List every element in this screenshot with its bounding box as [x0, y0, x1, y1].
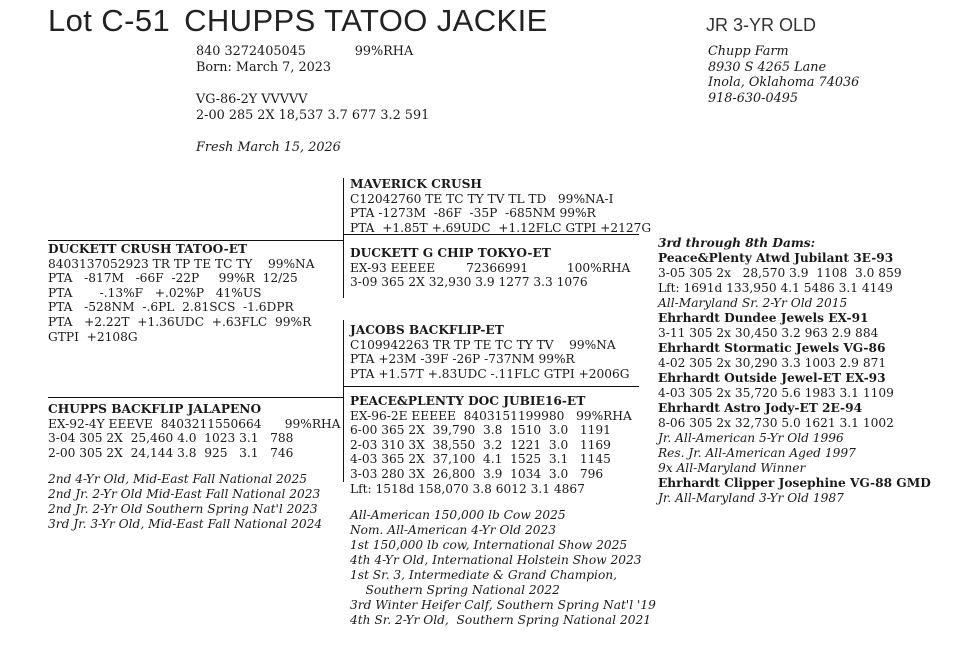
mgs-line: PTA +23M -39F -26P -737NM 99%R [350, 352, 575, 367]
sire-block [48, 242, 315, 344]
farm-address [708, 44, 859, 106]
dam-entry-name: Peace&Plenty Atwd Jubilant 3E-93 [658, 251, 894, 265]
pgd-line: 3-09 365 2X 32,930 3.9 1277 3.3 1076 [350, 275, 588, 290]
dam-entry-name: Ehrhardt Stormatic Jewels VG-86 [658, 341, 886, 355]
dam-entry-name: Ehrhardt Clipper Josephine VG-88 GMD [658, 476, 931, 490]
award-line: 3rd Winter Heifer Calf, Southern Spring Nat'l '19 [350, 598, 656, 612]
mgd-line: 2-03 310 3X 38,550 3.2 1221 3.0 1169 [350, 437, 611, 452]
farm-city: Inola, Oklahoma 74036 [708, 75, 860, 90]
award-line: 1st Sr. 3, Intermediate & Grand Champion, [350, 568, 618, 582]
paternal-grandsire-block [350, 177, 651, 235]
dam-block [48, 402, 340, 460]
mgd-underline [343, 386, 639, 387]
sire-line: 8403137052923 TR TP TE TC TY 99%NA [48, 256, 315, 271]
dam-entry-note: 9x All-Maryland Winner [658, 461, 806, 475]
production-record: 2-00 285 2X 18,537 3.7 677 3.2 591 [196, 108, 430, 123]
mgd-line: Lft: 1518d 158,070 3.8 6012 3.1 4867 [350, 481, 585, 496]
mgd-line: 6-00 365 2X 39,790 3.8 1510 3.0 1191 [350, 423, 611, 438]
mgd-line: 4-03 365 2X 37,100 4.1 1525 3.1 1145 [350, 452, 611, 467]
dam-entry-name: Ehrhardt Astro Jody-ET 2E-94 [658, 401, 863, 415]
award-line: 1st 150,000 lb cow, International Show 2025 [350, 538, 628, 552]
award-line: All-American 150,000 lb Cow 2025 [350, 508, 566, 522]
dam-entry-note: Jr. All-American 5-Yr Old 1996 [658, 431, 844, 445]
lot-number: Lot C-51 [48, 3, 171, 38]
award-line: 2nd Jr. 2-Yr Old Mid-East Fall National 2023 [48, 487, 321, 501]
award-line: Southern Spring National 2022 [350, 583, 560, 597]
dam-entry-note: Jr. All-Maryland 3-Yr Old 1987 [658, 491, 844, 505]
dam-line: EX-92-4Y EEEVE 8403211550664 99%RHA [48, 416, 341, 431]
dam-bracket-line [48, 397, 344, 398]
mgd-line: 3-03 280 3X 26,800 3.9 1034 3.0 796 [350, 466, 604, 481]
sire-line: PTA -528NM -.6PL 2.81SCS -1.6DPR [48, 300, 294, 315]
pgd-line: EX-93 EEEEE 72366991 100%RHA [350, 260, 631, 275]
paternal-granddam-block [350, 246, 630, 290]
dam-entry-name: Ehrhardt Dundee Jewels EX-91 [658, 311, 869, 325]
pgs-line: C12042760 TE TC TY TV TL TD 99%NA-I [350, 191, 614, 206]
maternal-grandsire-block [350, 323, 630, 381]
dam-entry-note: All-Maryland Sr. 2-Yr Old 2015 [658, 296, 848, 310]
award-line: 3rd Jr. 3-Yr Old, Mid-East Fall National 2024 [48, 517, 323, 531]
animal-info [196, 44, 429, 156]
animal-name: CHUPPS TATOO JACKIE [184, 3, 548, 38]
mgd-line: EX-96-2E EEEEE 8403151199980 99%RHA [350, 408, 632, 423]
pgs-line: PTA -1273M -86F -35P -685NM 99%R [350, 206, 596, 221]
dam-line: 2-00 305 2X 24,144 3.8 925 3.1 746 [48, 445, 294, 460]
paternal-granddam-name: DUCKETT G CHIP TOKYO-ET [350, 246, 551, 260]
fresh-date: Fresh March 15, 2026 [196, 140, 341, 155]
dam-entry-line: 4-03 305 2x 35,720 5.6 1983 3.1 1109 [658, 386, 894, 400]
birth-date: Born: March 7, 2023 [196, 60, 332, 75]
lot-title [48, 2, 548, 40]
paternal-grandsire-name: MAVERICK CRUSH [350, 177, 482, 191]
dams-section [658, 236, 931, 506]
farm-name: Chupp Farm [708, 44, 789, 59]
dam-entry-line: 4-02 305 2x 30,290 3.3 1003 2.9 871 [658, 356, 887, 370]
classification: VG-86-2Y VVVVV [196, 92, 308, 107]
dam-name: CHUPPS BACKFLIP JALAPENO [48, 402, 262, 416]
mgs-line: PTA +1.57T +.83UDC -.11FLC GTPI +2006G [350, 366, 630, 381]
dam-entry-line: 3-11 305 2x 30,450 3.2 963 2.9 884 [658, 326, 879, 340]
maternal-granddam-block [350, 394, 632, 496]
sire-name: DUCKETT CRUSH TATOO-ET [48, 242, 248, 256]
dams-heading: 3rd through 8th Dams: [658, 236, 816, 250]
award-line: 4th Sr. 2-Yr Old, Southern Spring National 2021 [350, 613, 651, 627]
sire-line: PTA +2.22T +1.36UDC +.63FLC 99%R [48, 314, 312, 329]
maternal-granddam-name: PEACE&PLENTY DOC JUBIE16-ET [350, 394, 586, 408]
maternal-grandsire-name: JACOBS BACKFLIP-ET [350, 323, 504, 337]
dam-bracket-vertical [343, 320, 344, 482]
dam-entry-name: Ehrhardt Outside Jewel-ET EX-93 [658, 371, 886, 385]
pgs-line: PTA +1.85T +.69UDC +1.12FLC GTPI +2127G [350, 220, 652, 235]
farm-phone: 918-630-0495 [708, 90, 799, 106]
award-line: 4th 4-Yr Old, International Holstein Show 2023 [350, 553, 642, 567]
sire-bracket-vertical [343, 178, 344, 298]
sire-bracket-line [48, 240, 344, 241]
dam-entry-line: 3-05 305 2x 28,570 3.9 1108 3.0 859 [658, 266, 902, 280]
age-category: JR 3-YR OLD [706, 15, 817, 35]
dam-entry-note: Res. Jr. All-American Aged 1997 [658, 446, 856, 460]
sire-line: PTA -817M -66F -22P 99%R 12/25 [48, 271, 298, 286]
maternal-granddam-awards [350, 508, 656, 628]
farm-street: 8930 S 4265 Lane [708, 59, 827, 75]
award-line: 2nd 4-Yr Old, Mid-East Fall National 2025 [48, 472, 308, 486]
registration-line: 840 3272405045 99%RHA [196, 44, 414, 59]
award-line: Nom. All-American 4-Yr Old 2023 [350, 523, 556, 537]
sire-line: PTA -.13%F +.02%P 41%US [48, 285, 262, 300]
dam-entry-line: Lft: 1691d 133,950 4.1 5486 3.1 4149 [658, 281, 893, 295]
sire-line: GTPI +2108G [48, 329, 138, 344]
award-line: 2nd Jr. 2-Yr Old Southern Spring Nat'l 2023 [48, 502, 318, 516]
dam-awards [48, 472, 322, 532]
mgs-line: C109942263 TR TP TE TC TY TV 99%NA [350, 337, 616, 352]
dam-entry-line: 8-06 305 2x 32,730 5.0 1621 3.1 1002 [658, 416, 894, 430]
dam-line: 3-04 305 2X 25,460 4.0 1023 3.1 788 [48, 431, 294, 446]
